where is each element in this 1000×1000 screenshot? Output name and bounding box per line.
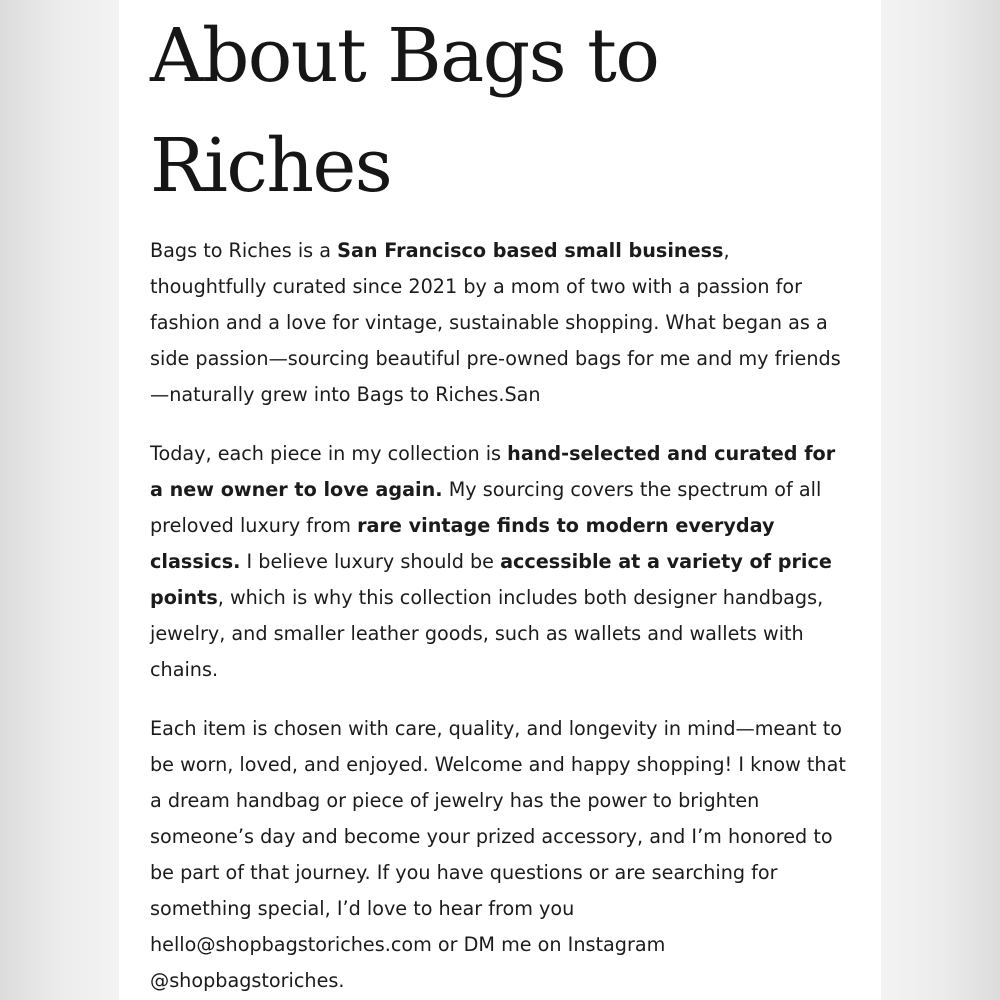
intro-text-1: Bags to Riches is a: [150, 239, 338, 262]
about-page: [119, 0, 881, 1000]
welcome-text: Each item is chosen with care, quality, and longevity in mind—meant to be worn, loved, and enjoyed. Welcome and happy shopping! I know that a dream handbag or piece of jewelry has the power to brighten someone’s day and become your prized accessory, and I’m honored to be part of that journey. If you have questions or are searching for something special, I’d love to hear from you hello@shopbagstoriches.com or DM me on Instagram @shopbagstoriches.: [150, 717, 846, 992]
collection-bold-1: hand-selected and curated for a new owner to love again.: [150, 442, 836, 501]
page-title-line-1: About Bags to: [150, 13, 659, 99]
collection-text-2: My sourcing covers the spectrum of all preloved luxury from: [150, 478, 822, 537]
intro-paragraph: [150, 233, 849, 413]
collection-text-1: Today, each piece in my collection is: [150, 442, 508, 465]
collection-paragraph: [150, 436, 849, 688]
page-title: [150, 0, 849, 221]
intro-text-2: , thoughtfully curated since 2021 by a mom of two with a passion for fashion and a love for vintage, sustainable shopping. What began as a side passion—sourcing beautiful pre-owned bags for me and my friends—naturally grew into Bags to Riches.San: [150, 239, 841, 406]
welcome-paragraph: [150, 711, 849, 999]
collection-text-4: , which is why this collection includes both designer handbags, jewelry, and smaller leather goods, such as wallets and wallets with chains.: [150, 586, 824, 681]
intro-bold-business: San Francisco based small business: [337, 239, 724, 262]
collection-bold-2: rare vintage finds to modern everyday classics.: [150, 514, 775, 573]
collection-text-3: I believe luxury should be: [240, 550, 501, 573]
collection-bold-3: accessible at a variety of price points: [150, 550, 832, 609]
page-title-line-2: Riches: [150, 123, 392, 209]
